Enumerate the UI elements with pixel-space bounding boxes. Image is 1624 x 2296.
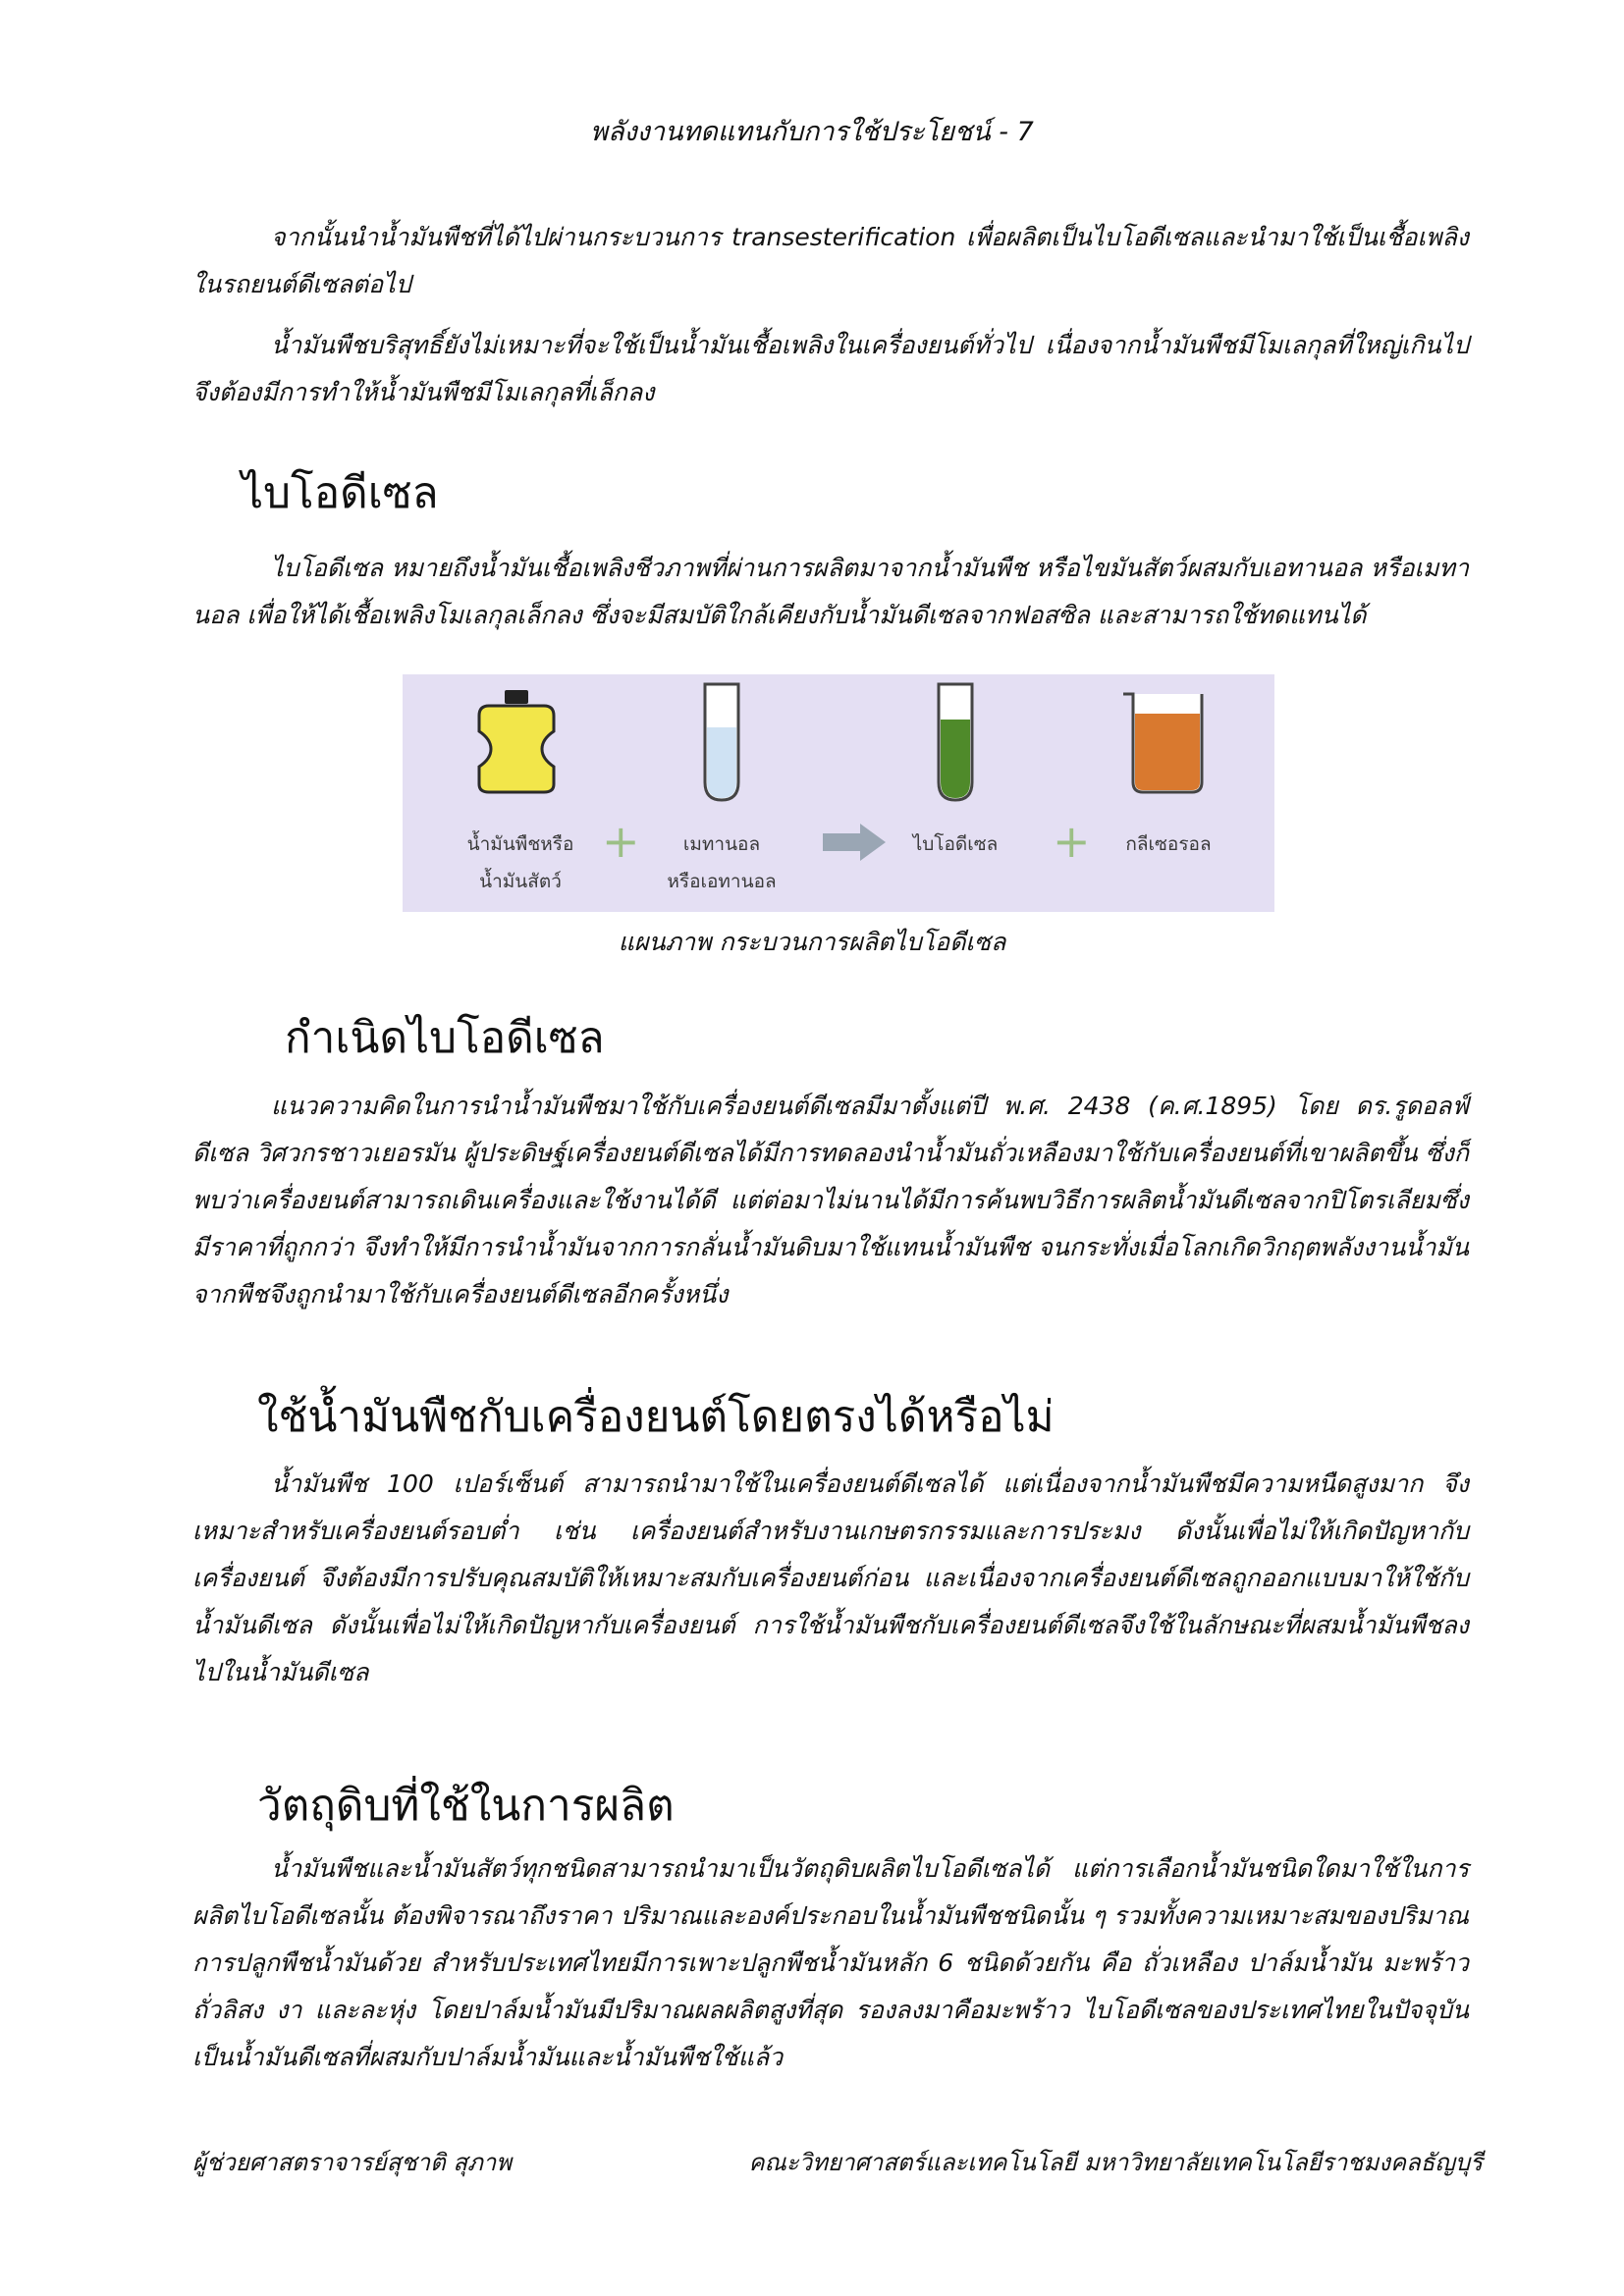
- alcohol-tube-icon: [697, 680, 746, 806]
- arrow-icon: [823, 822, 888, 863]
- direct-use-paragraph: น้ำมันพืช 100 เปอร์เซ็นต์ สามารถนำมาใช้ในเครื่องยนต์ดีเซลได้ แต่เนื่องจากน้ำมันพืชมีความหนืดสูงมาก จึงเหมาะสำหรับเครื่องยนต์รอบต่ำ เช่น เครื่องยนต์สำหรับงานเกษตรกรรมและการประมง ดังนั้นเพื่อไม่ให้เกิดปัญหากับเครื่องยนต์ จึงต้องมีการปรับคุณสมบัติให้เหมาะสมกับเครื่องยนต์ก่อน และเนื่องจากเครื่องยนต์ดีเซลถูกออกแบบมาให้ใช้กับน้ำมันดีเซล ดังนั้นเพื่อไม่ให้เกิดปัญหากับเครื่องยนต์ การใช้น้ำมันพืชกับเครื่องยนต์ดีเซลจึงใช้ในลักษณะที่ผสมน้ำมันพืชลงไปในน้ำมันดีเซล: [192, 1469, 1469, 1686]
- biodiesel-tube-icon: [931, 680, 980, 806]
- figure-caption: แผนภาพ กระบวนการผลิตไบโอดีเซล: [618, 928, 1006, 956]
- plus-sign-2: +: [1053, 815, 1091, 868]
- heading-biodiesel: ไบโอดีเซล: [242, 468, 439, 518]
- biodiesel-process-diagram: [403, 674, 1274, 912]
- glycerol-beaker-icon: [1119, 688, 1212, 796]
- biodiesel-definition: ไบโอดีเซล หมายถึงน้ำมันเชื้อเพลิงชีวภาพที่ผ่านการผลิตมาจากน้ำมันพืช หรือไขมันสัตว์ผสมกับเอทานอล หรือเมทานอล เพื่อให้ได้เชื้อเพลิงโมเลกุลเล็กลง ซึ่งจะมีสมบัติใกล้เคียงกับน้ำมันดีเซลจากฟอสซิล และสามารถใช้ทดแทนได้: [192, 554, 1469, 629]
- intro-paragraph-2: น้ำมันพืชบริสุทธิ์ยังไม่เหมาะที่จะใช้เป็นน้ำมันเชื้อเพลิงในเครื่องยนต์ทั่วไป เนื่องจากน้ำมันพืชมีโมเลกุลที่ใหญ่เกินไป จึงต้องมีการทำให้น้ำมันพืชมีโมเลกุลที่เล็กลง: [192, 331, 1469, 406]
- plus-sign-1: +: [602, 815, 640, 868]
- oil-bottle-icon: [475, 688, 558, 796]
- heading-direct-use: ใช้น้ำมันพืชกับเครื่องยนต์โดยตรงได้หรือไม่: [257, 1392, 1055, 1442]
- label-biodiesel: ไบโอดีเซล: [912, 833, 999, 855]
- origin-paragraph: แนวความคิดในการนำน้ำมันพืชมาใช้กับเครื่องยนต์ดีเซลมีมาตั้งแต่ปี พ.ศ. 2438 (ค.ศ.1895) โดย ดร.รูดอลฟ์ ดีเซล วิศวกรชาวเยอรมัน ผู้ประดิษฐ์เครื่องยนต์ดีเซลได้มีการทดลองนำน้ำมันถั่วเหลืองมาใช้กับเครื่องยนต์ที่เขาผลิตขึ้น ซึ่งก็พบว่าเครื่องยนต์สามารถเดินเครื่องและใช้งานได้ดี แต่ต่อมาไม่นานได้มีการค้นพบวิธีการผลิตน้ำมันดีเซลจากปิโตรเลียมซึ่งมีราคาที่ถูกกว่า จึงทำให้มีการนำน้ำมันจากการกลั่นน้ำมันดิบมาใช้แทนน้ำมันพืช จนกระทั่งเมื่อโลกเกิดวิกฤตพลังงานน้ำมันจากพืชจึงถูกนำมาใช้กับเครื่องยนต์ดีเซลอีกครั้งหนึ่ง: [192, 1092, 1469, 1308]
- page-header: พลังงานทดแทนกับการใช้ประโยชน์ - 7: [590, 117, 1034, 147]
- footer-author: ผู้ช่วยศาสตราจารย์สุชาติ สุภาพ: [192, 2149, 513, 2176]
- label-oil-line1: น้ำมันพืชหรือ: [466, 833, 574, 855]
- intro-paragraph-1: จากนั้นนำน้ำมันพืชที่ได้ไปผ่านกระบวนการ transesterification เพื่อผลิตเป็นไบโอดีเซลและนำมาใช้เป็นเชื้อเพลิงในรถยนต์ดีเซลต่อไป: [192, 223, 1469, 298]
- heading-origin: กำเนิดไบโอดีเซล: [285, 1013, 605, 1063]
- label-oil-line2: น้ำมันสัตว์: [479, 871, 562, 892]
- heading-raw-materials: วัตถุดิบที่ใช้ในการผลิต: [257, 1781, 675, 1831]
- label-alcohol-line2: หรือเอทานอล: [667, 871, 777, 892]
- footer-institution: คณะวิทยาศาสตร์และเทคโนโลยี มหาวิทยาลัยเทคโนโลยีราชมงคลธัญบุรี: [748, 2149, 1483, 2176]
- raw-materials-paragraph: น้ำมันพืชและน้ำมันสัตว์ทุกชนิดสามารถนำมาเป็นวัตถุดิบผลิตไบโอดีเซลได้ แต่การเลือกน้ำมันชนิดใดมาใช้ในการผลิตไบโอดีเซลนั้น ต้องพิจารณาถึงราคา ปริมาณและองค์ประกอบในน้ำมันพืชชนิดนั้น ๆ รวมทั้งความเหมาะสมของปริมาณการปลูกพืชน้ำมันด้วย สำหรับประเทศไทยมีการเพาะปลูกพืชน้ำมันหลัก 6 ชนิดด้วยกัน คือ ถั่วเหลือง ปาล์มน้ำมัน มะพร้าว ถั่วลิสง งา และละหุ่ง โดยปาล์มน้ำมันมีปริมาณผลผลิตสูงที่สุด รองลงมาคือมะพร้าว ไบโอดีเซลของประเทศไทยในปัจจุบัน เป็นน้ำมันดีเซลที่ผสมกับปาล์มน้ำมันและน้ำมันพืชใช้แล้ว: [192, 1854, 1469, 2071]
- label-alcohol-line1: เมทานอล: [682, 833, 761, 855]
- label-glycerol: กลีเซอรอล: [1125, 833, 1212, 855]
